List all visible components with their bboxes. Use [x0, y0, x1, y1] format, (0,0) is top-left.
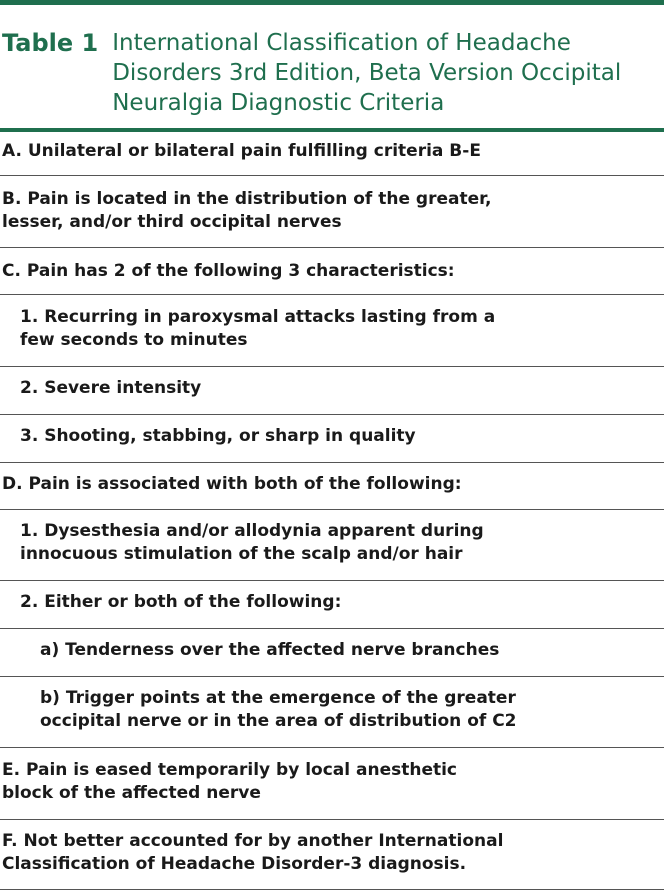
- criterion-d: D. Pain is associated with both of the following:: [2, 474, 462, 494]
- table-row: [0, 677, 664, 748]
- top-accent-bar: [0, 0, 664, 5]
- table-row: [0, 748, 664, 820]
- table-row: [0, 295, 664, 367]
- criterion-e: E. Pain is eased temporarily by local anesthetic block of the affected nerve: [2, 760, 458, 803]
- table-row: [0, 367, 664, 415]
- table-row: [0, 510, 664, 581]
- table-caption: [0, 28, 664, 118]
- table-row: [0, 581, 664, 629]
- table-row: [0, 415, 664, 463]
- criterion-c1: 1. Recurring in paroxysmal attacks lasting from a few seconds to minutes: [20, 307, 496, 350]
- table-title: International Classification of Headache Disorders 3rd Edition, Beta Version Occipital Neuralgia Diagnostic Criteria: [112, 30, 622, 116]
- criterion-d2b: b) Trigger points at the emergence of the greater occipital nerve or in the area of distribution of C2: [40, 688, 517, 731]
- table-row: [0, 629, 664, 677]
- table-row: [0, 248, 664, 295]
- criterion-d2a: a) Tenderness over the affected nerve branches: [40, 640, 500, 660]
- criterion-a: A. Unilateral or bilateral pain fulfilling criteria B-E: [2, 141, 481, 161]
- table-label: Table 1: [2, 29, 99, 57]
- criterion-d2: 2. Either or both of the following:: [20, 592, 342, 612]
- table-row: [0, 820, 664, 890]
- criterion-c: C. Pain has 2 of the following 3 characteristics:: [2, 261, 455, 281]
- criterion-b: B. Pain is located in the distribution of the greater, lesser, and/or third occipital nerves: [2, 189, 492, 232]
- criterion-f: F. Not better accounted for by another International Classification of Headache Disorder-3 diagnosis.: [2, 831, 504, 874]
- table-row: [0, 463, 664, 510]
- criterion-c3: 3. Shooting, stabbing, or sharp in quality: [20, 426, 416, 446]
- table-row: [0, 132, 664, 176]
- table-row: [0, 176, 664, 248]
- criterion-c2: 2. Severe intensity: [20, 378, 202, 398]
- criterion-d1: 1. Dysesthesia and/or allodynia apparent during innocuous stimulation of the scalp and/or hair: [20, 521, 484, 564]
